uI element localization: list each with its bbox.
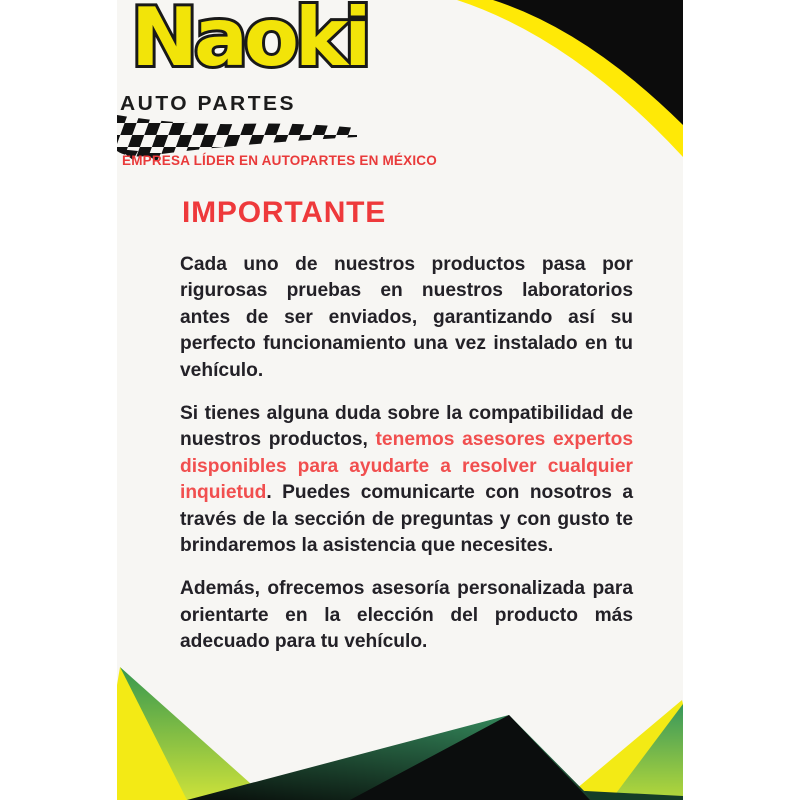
page-title: IMPORTANTE: [182, 196, 387, 229]
paragraph-support-lead: Si tienes alguna duda sobre la compatibilidad de nuestros productos,: [180, 403, 633, 451]
bottom-triangles-decoration: [117, 660, 683, 800]
paragraph-support-tail: . Puedes comunicarte con nosotros a través de la sección de preguntas y con gusto te brindaremos la asistencia que necesites.: [180, 482, 633, 557]
logo-subtitle: AUTO PARTES: [120, 92, 297, 115]
corner-swoosh-decoration: [453, 0, 683, 160]
paragraph-support-highlight: tenemos asesores expertos disponibles para ayudarte a resolver cualquier inquietud: [180, 429, 633, 504]
paragraph-support: [180, 401, 633, 559]
flyer-page: [117, 0, 683, 800]
body-copy: [180, 252, 633, 656]
brand-tagline: EMPRESA LÍDER EN AUTOPARTES EN MÉXICO: [122, 153, 437, 168]
paragraph-quality: Cada uno de nuestros productos pasa por rigurosas pruebas en nuestros laboratorios antes de ser enviados, garantizando así su perfecto funcionamiento una vez instalado en tu vehículo.: [180, 254, 633, 381]
paragraph-advice: Además, ofrecemos asesoría personalizada para orientarte en la elección del producto más adecuado para tu vehículo.: [180, 578, 633, 653]
logo-wordmark: Naoki: [131, 0, 368, 84]
